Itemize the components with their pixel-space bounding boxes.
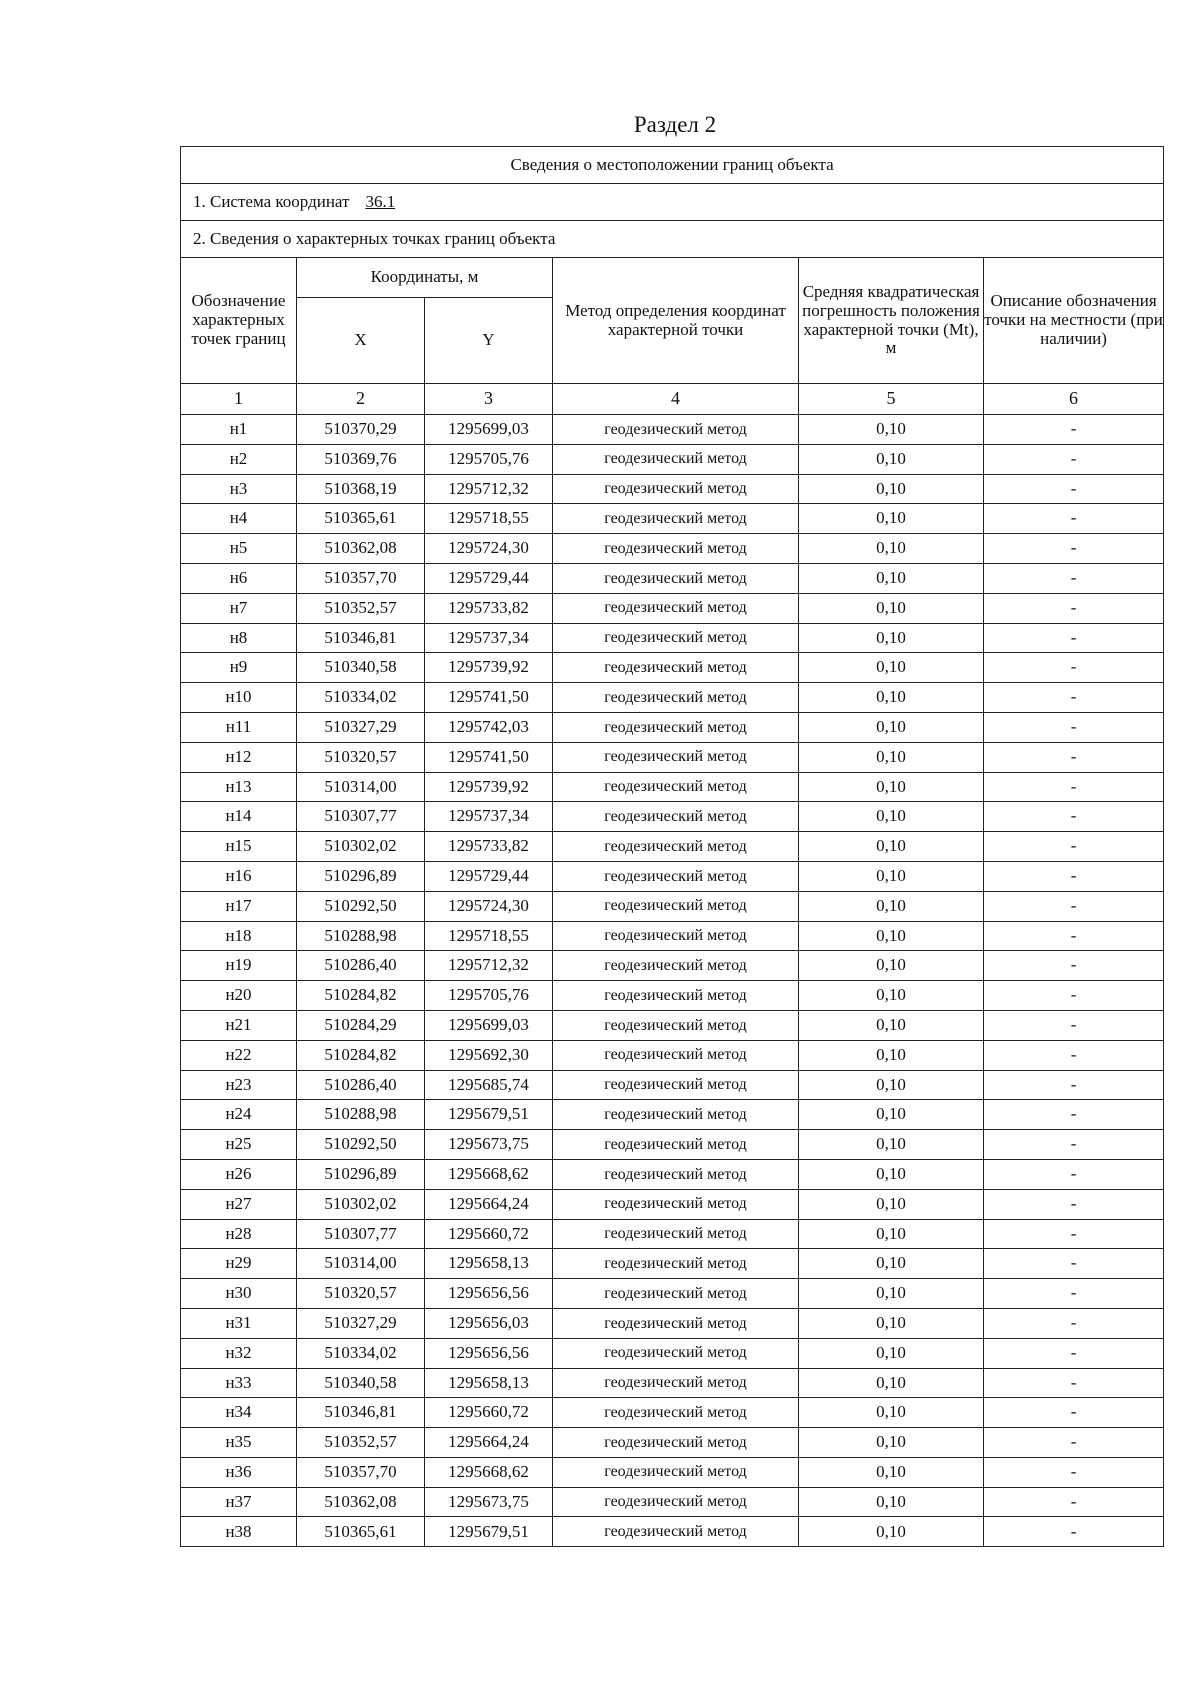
description-cell: - [984, 1040, 1164, 1070]
description-cell: - [984, 1249, 1164, 1279]
y-coordinate-cell: 1295668,62 [425, 1457, 553, 1487]
table-row [181, 1159, 1164, 1189]
table-row [181, 1189, 1164, 1219]
table-row [181, 593, 1164, 623]
description-cell: - [984, 891, 1164, 921]
error-cell: 0,10 [799, 1398, 984, 1428]
error-cell: 0,10 [799, 1457, 984, 1487]
description-cell: - [984, 1130, 1164, 1160]
table-row [181, 683, 1164, 713]
description-cell: - [984, 1398, 1164, 1428]
boundary-points-table [180, 146, 1164, 1547]
method-cell: геодезический метод [553, 981, 799, 1011]
table-row [181, 981, 1164, 1011]
error-cell: 0,10 [799, 921, 984, 951]
point-id-cell: н19 [181, 951, 297, 981]
y-coordinate-cell: 1295664,24 [425, 1428, 553, 1458]
point-id-cell: н7 [181, 593, 297, 623]
description-cell: - [984, 593, 1164, 623]
method-cell: геодезический метод [553, 1487, 799, 1517]
error-cell: 0,10 [799, 1189, 984, 1219]
x-coordinate-cell: 510346,81 [297, 623, 425, 653]
x-coordinate-cell: 510320,57 [297, 742, 425, 772]
point-id-cell: н28 [181, 1219, 297, 1249]
method-cell: геодезический метод [553, 1010, 799, 1040]
method-cell: геодезический метод [553, 772, 799, 802]
method-cell: геодезический метод [553, 1398, 799, 1428]
point-id-cell: н20 [181, 981, 297, 1011]
table-row [181, 921, 1164, 951]
error-cell: 0,10 [799, 444, 984, 474]
x-coordinate-cell: 510284,82 [297, 1040, 425, 1070]
description-cell: - [984, 1189, 1164, 1219]
error-cell: 0,10 [799, 712, 984, 742]
error-cell: 0,10 [799, 1010, 984, 1040]
x-coordinate-cell: 510284,82 [297, 981, 425, 1011]
table-row [181, 951, 1164, 981]
x-coordinate-cell: 510286,40 [297, 1070, 425, 1100]
description-cell: - [984, 1368, 1164, 1398]
point-id-cell: н18 [181, 921, 297, 951]
x-coordinate-cell: 510352,57 [297, 593, 425, 623]
description-cell: - [984, 1279, 1164, 1309]
error-cell: 0,10 [799, 653, 984, 683]
y-coordinate-cell: 1295739,92 [425, 772, 553, 802]
method-cell: геодезический метод [553, 1219, 799, 1249]
description-cell: - [984, 1070, 1164, 1100]
method-cell: геодезический метод [553, 1130, 799, 1160]
point-id-cell: н36 [181, 1457, 297, 1487]
table-row [181, 623, 1164, 653]
x-coordinate-cell: 510292,50 [297, 891, 425, 921]
table-row [181, 1010, 1164, 1040]
method-cell: геодезический метод [553, 683, 799, 713]
error-cell: 0,10 [799, 1040, 984, 1070]
description-cell: - [984, 563, 1164, 593]
x-coordinate-cell: 510368,19 [297, 474, 425, 504]
x-coordinate-cell: 510340,58 [297, 653, 425, 683]
error-cell: 0,10 [799, 1428, 984, 1458]
table-row [181, 742, 1164, 772]
x-coordinate-cell: 510314,00 [297, 1249, 425, 1279]
error-cell: 0,10 [799, 1279, 984, 1309]
table-row [181, 1249, 1164, 1279]
method-cell: геодезический метод [553, 1040, 799, 1070]
x-coordinate-cell: 510286,40 [297, 951, 425, 981]
description-cell: - [984, 712, 1164, 742]
point-id-cell: н12 [181, 742, 297, 772]
x-coordinate-cell: 510346,81 [297, 1398, 425, 1428]
table-row [181, 802, 1164, 832]
error-cell: 0,10 [799, 1219, 984, 1249]
x-coordinate-cell: 510327,29 [297, 1308, 425, 1338]
description-cell: - [984, 1219, 1164, 1249]
method-cell: геодезический метод [553, 951, 799, 981]
y-coordinate-cell: 1295660,72 [425, 1398, 553, 1428]
y-coordinate-cell: 1295699,03 [425, 1010, 553, 1040]
x-coordinate-cell: 510314,00 [297, 772, 425, 802]
description-cell: - [984, 683, 1164, 713]
point-id-cell: н14 [181, 802, 297, 832]
method-cell: геодезический метод [553, 921, 799, 951]
table-row [181, 415, 1164, 445]
x-coordinate-cell: 510370,29 [297, 415, 425, 445]
y-coordinate-cell: 1295673,75 [425, 1487, 553, 1517]
table-row [181, 1219, 1164, 1249]
table-row [181, 444, 1164, 474]
x-coordinate-cell: 510340,58 [297, 1368, 425, 1398]
error-cell: 0,10 [799, 1368, 984, 1398]
description-cell: - [984, 921, 1164, 951]
point-id-cell: н29 [181, 1249, 297, 1279]
table-row [181, 1070, 1164, 1100]
y-coordinate-cell: 1295658,13 [425, 1249, 553, 1279]
method-cell: геодезический метод [553, 1338, 799, 1368]
description-cell: - [984, 1517, 1164, 1547]
y-coordinate-cell: 1295724,30 [425, 534, 553, 564]
table-row [181, 1100, 1164, 1130]
description-cell: - [984, 832, 1164, 862]
method-cell: геодезический метод [553, 802, 799, 832]
header-method: Метод определения координат характерной точки [553, 258, 799, 384]
table-row [181, 534, 1164, 564]
column-number: 3 [425, 384, 553, 415]
y-coordinate-cell: 1295679,51 [425, 1517, 553, 1547]
description-cell: - [984, 623, 1164, 653]
point-id-cell: н2 [181, 444, 297, 474]
header-coords: Координаты, м [297, 258, 553, 298]
x-coordinate-cell: 510307,77 [297, 802, 425, 832]
y-coordinate-cell: 1295656,56 [425, 1338, 553, 1368]
x-coordinate-cell: 510362,08 [297, 534, 425, 564]
y-coordinate-cell: 1295733,82 [425, 593, 553, 623]
error-cell: 0,10 [799, 415, 984, 445]
table-row [181, 1308, 1164, 1338]
error-cell: 0,10 [799, 772, 984, 802]
points-header: 2. Сведения о характерных точках границ объекта [181, 221, 1164, 258]
error-cell: 0,10 [799, 1517, 984, 1547]
y-coordinate-cell: 1295741,50 [425, 742, 553, 772]
method-cell: геодезический метод [553, 1279, 799, 1309]
table-row [181, 1130, 1164, 1160]
error-cell: 0,10 [799, 683, 984, 713]
error-cell: 0,10 [799, 802, 984, 832]
point-id-cell: н34 [181, 1398, 297, 1428]
description-cell: - [984, 951, 1164, 981]
description-cell: - [984, 653, 1164, 683]
method-cell: геодезический метод [553, 1159, 799, 1189]
y-coordinate-cell: 1295685,74 [425, 1070, 553, 1100]
table-row [181, 832, 1164, 862]
coord-system-cell [181, 184, 1164, 221]
y-coordinate-cell: 1295737,34 [425, 623, 553, 653]
error-cell: 0,10 [799, 534, 984, 564]
point-id-cell: н30 [181, 1279, 297, 1309]
coord-system-row [181, 184, 1164, 221]
table-row [181, 891, 1164, 921]
error-cell: 0,10 [799, 1249, 984, 1279]
point-id-cell: н22 [181, 1040, 297, 1070]
header-x: X [297, 298, 425, 384]
point-id-cell: н38 [181, 1517, 297, 1547]
method-cell: геодезический метод [553, 1100, 799, 1130]
y-coordinate-cell: 1295699,03 [425, 415, 553, 445]
y-coordinate-cell: 1295673,75 [425, 1130, 553, 1160]
x-coordinate-cell: 510369,76 [297, 444, 425, 474]
point-id-cell: н37 [181, 1487, 297, 1517]
x-coordinate-cell: 510357,70 [297, 1457, 425, 1487]
x-coordinate-cell: 510302,02 [297, 832, 425, 862]
y-coordinate-cell: 1295718,55 [425, 504, 553, 534]
method-cell: геодезический метод [553, 861, 799, 891]
point-id-cell: н13 [181, 772, 297, 802]
column-number: 6 [984, 384, 1164, 415]
point-id-cell: н31 [181, 1308, 297, 1338]
x-coordinate-cell: 510288,98 [297, 1100, 425, 1130]
y-coordinate-cell: 1295660,72 [425, 1219, 553, 1249]
point-id-cell: н24 [181, 1100, 297, 1130]
coord-system-label: 1. Система координат [193, 191, 350, 211]
x-coordinate-cell: 510288,98 [297, 921, 425, 951]
table-row [181, 653, 1164, 683]
table-row [181, 1487, 1164, 1517]
error-cell: 0,10 [799, 1308, 984, 1338]
method-cell: геодезический метод [553, 1308, 799, 1338]
section-header-row [181, 147, 1164, 184]
error-cell: 0,10 [799, 1130, 984, 1160]
table-row [181, 1279, 1164, 1309]
y-coordinate-cell: 1295712,32 [425, 474, 553, 504]
description-cell: - [984, 1428, 1164, 1458]
method-cell: геодезический метод [553, 653, 799, 683]
method-cell: геодезический метод [553, 415, 799, 445]
method-cell: геодезический метод [553, 534, 799, 564]
method-cell: геодезический метод [553, 742, 799, 772]
error-cell: 0,10 [799, 891, 984, 921]
description-cell: - [984, 534, 1164, 564]
description-cell: - [984, 742, 1164, 772]
column-number: 5 [799, 384, 984, 415]
point-id-cell: н1 [181, 415, 297, 445]
y-coordinate-cell: 1295712,32 [425, 951, 553, 981]
point-id-cell: н21 [181, 1010, 297, 1040]
table-row [181, 1517, 1164, 1547]
method-cell: геодезический метод [553, 1189, 799, 1219]
description-cell: - [984, 415, 1164, 445]
table-row [181, 772, 1164, 802]
description-cell: - [984, 802, 1164, 832]
description-cell: - [984, 474, 1164, 504]
point-id-cell: н11 [181, 712, 297, 742]
table-row [181, 1338, 1164, 1368]
header-designation: Обозначение характерных точек границ [181, 258, 297, 384]
method-cell: геодезический метод [553, 474, 799, 504]
error-cell: 0,10 [799, 742, 984, 772]
table-row [181, 1368, 1164, 1398]
description-cell: - [984, 772, 1164, 802]
method-cell: геодезический метод [553, 1070, 799, 1100]
error-cell: 0,10 [799, 861, 984, 891]
error-cell: 0,10 [799, 832, 984, 862]
point-id-cell: н35 [181, 1428, 297, 1458]
x-coordinate-cell: 510302,02 [297, 1189, 425, 1219]
point-id-cell: н17 [181, 891, 297, 921]
point-id-cell: н9 [181, 653, 297, 683]
point-id-cell: н26 [181, 1159, 297, 1189]
error-cell: 0,10 [799, 623, 984, 653]
description-cell: - [984, 981, 1164, 1011]
description-cell: - [984, 1457, 1164, 1487]
description-cell: - [984, 861, 1164, 891]
error-cell: 0,10 [799, 1100, 984, 1130]
y-coordinate-cell: 1295718,55 [425, 921, 553, 951]
error-cell: 0,10 [799, 474, 984, 504]
y-coordinate-cell: 1295664,24 [425, 1189, 553, 1219]
column-number: 1 [181, 384, 297, 415]
y-coordinate-cell: 1295729,44 [425, 563, 553, 593]
y-coordinate-cell: 1295705,76 [425, 444, 553, 474]
method-cell: геодезический метод [553, 1457, 799, 1487]
y-coordinate-cell: 1295741,50 [425, 683, 553, 713]
x-coordinate-cell: 510352,57 [297, 1428, 425, 1458]
description-cell: - [984, 1010, 1164, 1040]
table-row [181, 1457, 1164, 1487]
error-cell: 0,10 [799, 951, 984, 981]
x-coordinate-cell: 510357,70 [297, 563, 425, 593]
x-coordinate-cell: 510365,61 [297, 1517, 425, 1547]
error-cell: 0,10 [799, 593, 984, 623]
table-row [181, 504, 1164, 534]
header-description: Описание обозначения точки на местности (при наличии) [984, 258, 1164, 384]
y-coordinate-cell: 1295739,92 [425, 653, 553, 683]
error-cell: 0,10 [799, 1338, 984, 1368]
x-coordinate-cell: 510365,61 [297, 504, 425, 534]
y-coordinate-cell: 1295705,76 [425, 981, 553, 1011]
method-cell: геодезический метод [553, 832, 799, 862]
point-id-cell: н4 [181, 504, 297, 534]
table-row [181, 712, 1164, 742]
description-cell: - [984, 1100, 1164, 1130]
y-coordinate-cell: 1295733,82 [425, 832, 553, 862]
page-title: Раздел 2 [633, 112, 717, 137]
table-row [181, 1428, 1164, 1458]
method-cell: геодезический метод [553, 1517, 799, 1547]
method-cell: геодезический метод [553, 623, 799, 653]
point-id-cell: н5 [181, 534, 297, 564]
error-cell: 0,10 [799, 1070, 984, 1100]
error-cell: 0,10 [799, 1487, 984, 1517]
y-coordinate-cell: 1295692,30 [425, 1040, 553, 1070]
method-cell: геодезический метод [553, 593, 799, 623]
point-id-cell: н32 [181, 1338, 297, 1368]
x-coordinate-cell: 510320,57 [297, 1279, 425, 1309]
x-coordinate-cell: 510307,77 [297, 1219, 425, 1249]
description-cell: - [984, 1308, 1164, 1338]
point-id-cell: н27 [181, 1189, 297, 1219]
header-error: Средняя квадратическая погрешность положения характерной точки (Mt), м [799, 258, 984, 384]
column-number: 2 [297, 384, 425, 415]
x-coordinate-cell: 510296,89 [297, 1159, 425, 1189]
column-number: 4 [553, 384, 799, 415]
y-coordinate-cell: 1295729,44 [425, 861, 553, 891]
points-header-row [181, 221, 1164, 258]
y-coordinate-cell: 1295658,13 [425, 1368, 553, 1398]
x-coordinate-cell: 510334,02 [297, 683, 425, 713]
point-id-cell: н23 [181, 1070, 297, 1100]
description-cell: - [984, 444, 1164, 474]
description-cell: - [984, 504, 1164, 534]
description-cell: - [984, 1338, 1164, 1368]
point-id-cell: н8 [181, 623, 297, 653]
table-row [181, 861, 1164, 891]
table-row [181, 1040, 1164, 1070]
table-row [181, 474, 1164, 504]
column-header-row-1 [181, 258, 1164, 298]
description-cell: - [984, 1487, 1164, 1517]
y-coordinate-cell: 1295742,03 [425, 712, 553, 742]
y-coordinate-cell: 1295656,56 [425, 1279, 553, 1309]
table-row [181, 563, 1164, 593]
point-id-cell: н3 [181, 474, 297, 504]
method-cell: геодезический метод [553, 444, 799, 474]
point-id-cell: н15 [181, 832, 297, 862]
y-coordinate-cell: 1295737,34 [425, 802, 553, 832]
y-coordinate-cell: 1295656,03 [425, 1308, 553, 1338]
point-id-cell: н6 [181, 563, 297, 593]
x-coordinate-cell: 510327,29 [297, 712, 425, 742]
method-cell: геодезический метод [553, 1428, 799, 1458]
x-coordinate-cell: 510362,08 [297, 1487, 425, 1517]
description-cell: - [984, 1159, 1164, 1189]
method-cell: геодезический метод [553, 1368, 799, 1398]
error-cell: 0,10 [799, 504, 984, 534]
method-cell: геодезический метод [553, 504, 799, 534]
point-id-cell: н10 [181, 683, 297, 713]
method-cell: геодезический метод [553, 563, 799, 593]
header-y: Y [425, 298, 553, 384]
section-header: Сведения о местоположении границ объекта [181, 147, 1164, 184]
error-cell: 0,10 [799, 1159, 984, 1189]
table-row [181, 1398, 1164, 1428]
y-coordinate-cell: 1295724,30 [425, 891, 553, 921]
error-cell: 0,10 [799, 981, 984, 1011]
point-id-cell: н33 [181, 1368, 297, 1398]
x-coordinate-cell: 510296,89 [297, 861, 425, 891]
point-id-cell: н16 [181, 861, 297, 891]
method-cell: геодезический метод [553, 891, 799, 921]
x-coordinate-cell: 510334,02 [297, 1338, 425, 1368]
column-numbers-row [181, 384, 1164, 415]
method-cell: геодезический метод [553, 1249, 799, 1279]
y-coordinate-cell: 1295668,62 [425, 1159, 553, 1189]
method-cell: геодезический метод [553, 712, 799, 742]
error-cell: 0,10 [799, 563, 984, 593]
x-coordinate-cell: 510284,29 [297, 1010, 425, 1040]
x-coordinate-cell: 510292,50 [297, 1130, 425, 1160]
point-id-cell: н25 [181, 1130, 297, 1160]
coord-system-value: 36.1 [365, 191, 396, 211]
y-coordinate-cell: 1295679,51 [425, 1100, 553, 1130]
